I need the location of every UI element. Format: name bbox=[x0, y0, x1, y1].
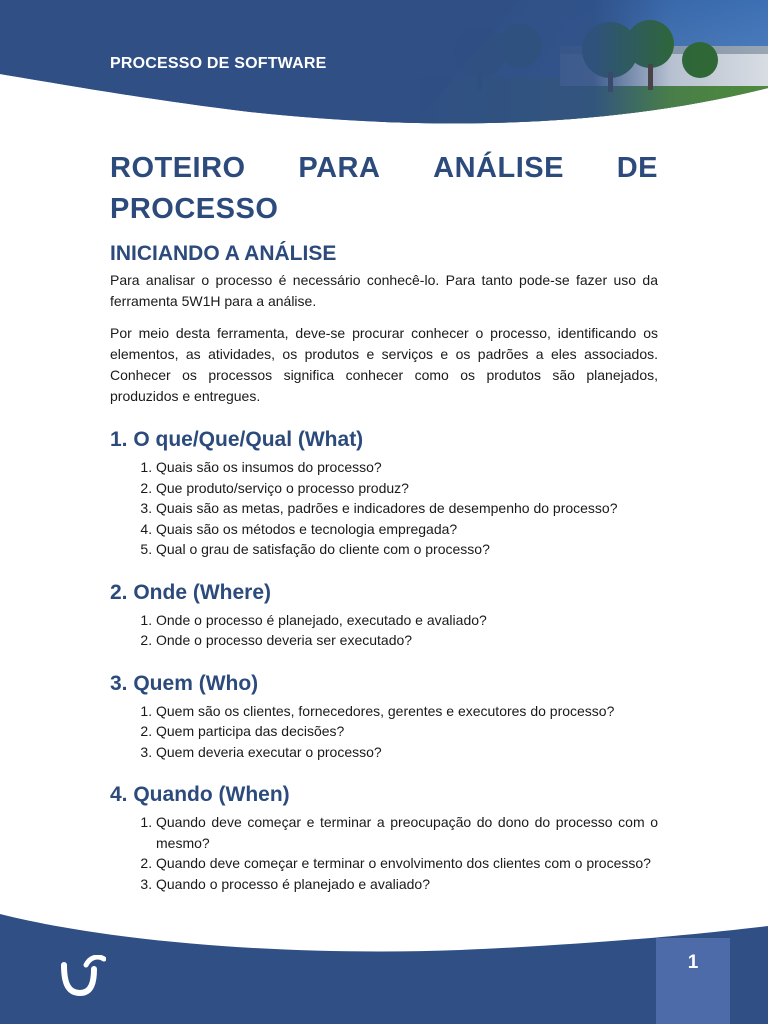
list-item: 3. Quais são as metas, padrões e indicadores de desempenho do processo? bbox=[156, 498, 658, 519]
university-logo-icon bbox=[60, 955, 106, 999]
list-item: 1. Quais são os insumos do processo? bbox=[156, 457, 658, 478]
intro-paragraph: Por meio desta ferramenta, deve-se procurar conhecer o processo, identificando os elementos, as atividades, os produtos e serviços e os padrões a eles associados. Conhecer os processos significa conhecer como os produtos são planejados, produzidos e entregues. bbox=[110, 325, 658, 404]
footer-banner bbox=[0, 904, 768, 1024]
list-item: 1. Quando deve começar e terminar a preocupação do dono do processo com o mesmo? bbox=[156, 812, 658, 853]
list-item: 4. Quais são os métodos e tecnologia empregada? bbox=[156, 519, 658, 540]
list-item: 2. Quem participa das decisões? bbox=[156, 721, 658, 742]
header-title: PROCESSO DE SOFTWARE bbox=[110, 55, 327, 72]
document-body bbox=[110, 148, 658, 894]
document-title bbox=[110, 148, 658, 230]
footer-shape bbox=[0, 904, 768, 1024]
list-item: 2. Onde o processo deveria ser executado? bbox=[156, 630, 658, 651]
list-item: 3. Quando o processo é planejado e avaliado? bbox=[156, 874, 658, 895]
question-list bbox=[110, 812, 658, 894]
intro-paragraph: Para analisar o processo é necessário conhecê-lo. Para tanto pode-se fazer uso da ferramenta 5W1H para a análise. bbox=[110, 272, 658, 309]
section-heading: 2. Onde (Where) bbox=[110, 580, 272, 604]
section-when bbox=[110, 782, 658, 894]
page-number: 1 bbox=[687, 952, 699, 973]
title-word: PROCESSO bbox=[110, 193, 279, 225]
page-number-box bbox=[656, 938, 730, 1024]
list-item: 2. Quando deve começar e terminar o envolvimento dos clientes com o processo? bbox=[156, 853, 658, 874]
section-where bbox=[110, 580, 658, 651]
section-heading: 4. Quando (When) bbox=[110, 783, 290, 806]
list-item: 3. Quem deveria executar o processo? bbox=[156, 742, 658, 763]
section-heading: 3. Quem (Who) bbox=[110, 671, 259, 695]
title-word: DE bbox=[616, 152, 658, 184]
list-item: 5. Qual o grau de satisfação do cliente com o processo? bbox=[156, 539, 658, 560]
title-word: ROTEIRO bbox=[110, 152, 246, 184]
section-subtitle: INICIANDO A ANÁLISE bbox=[110, 242, 337, 265]
title-word: ANÁLISE bbox=[433, 152, 564, 184]
question-list bbox=[110, 701, 658, 763]
section-what bbox=[110, 427, 658, 560]
list-item: 2. Que produto/serviço o processo produz? bbox=[156, 478, 658, 499]
title-word: PARA bbox=[298, 152, 381, 184]
section-heading: 1. O que/Que/Qual (What) bbox=[110, 428, 364, 451]
list-item: 1. Onde o processo é planejado, executado e avaliado? bbox=[156, 610, 658, 631]
list-item: 1. Quem são os clientes, fornecedores, gerentes e executores do processo? bbox=[156, 701, 658, 722]
question-list bbox=[110, 610, 658, 651]
header-banner bbox=[0, 0, 768, 130]
question-list bbox=[110, 457, 658, 560]
section-who bbox=[110, 671, 658, 763]
